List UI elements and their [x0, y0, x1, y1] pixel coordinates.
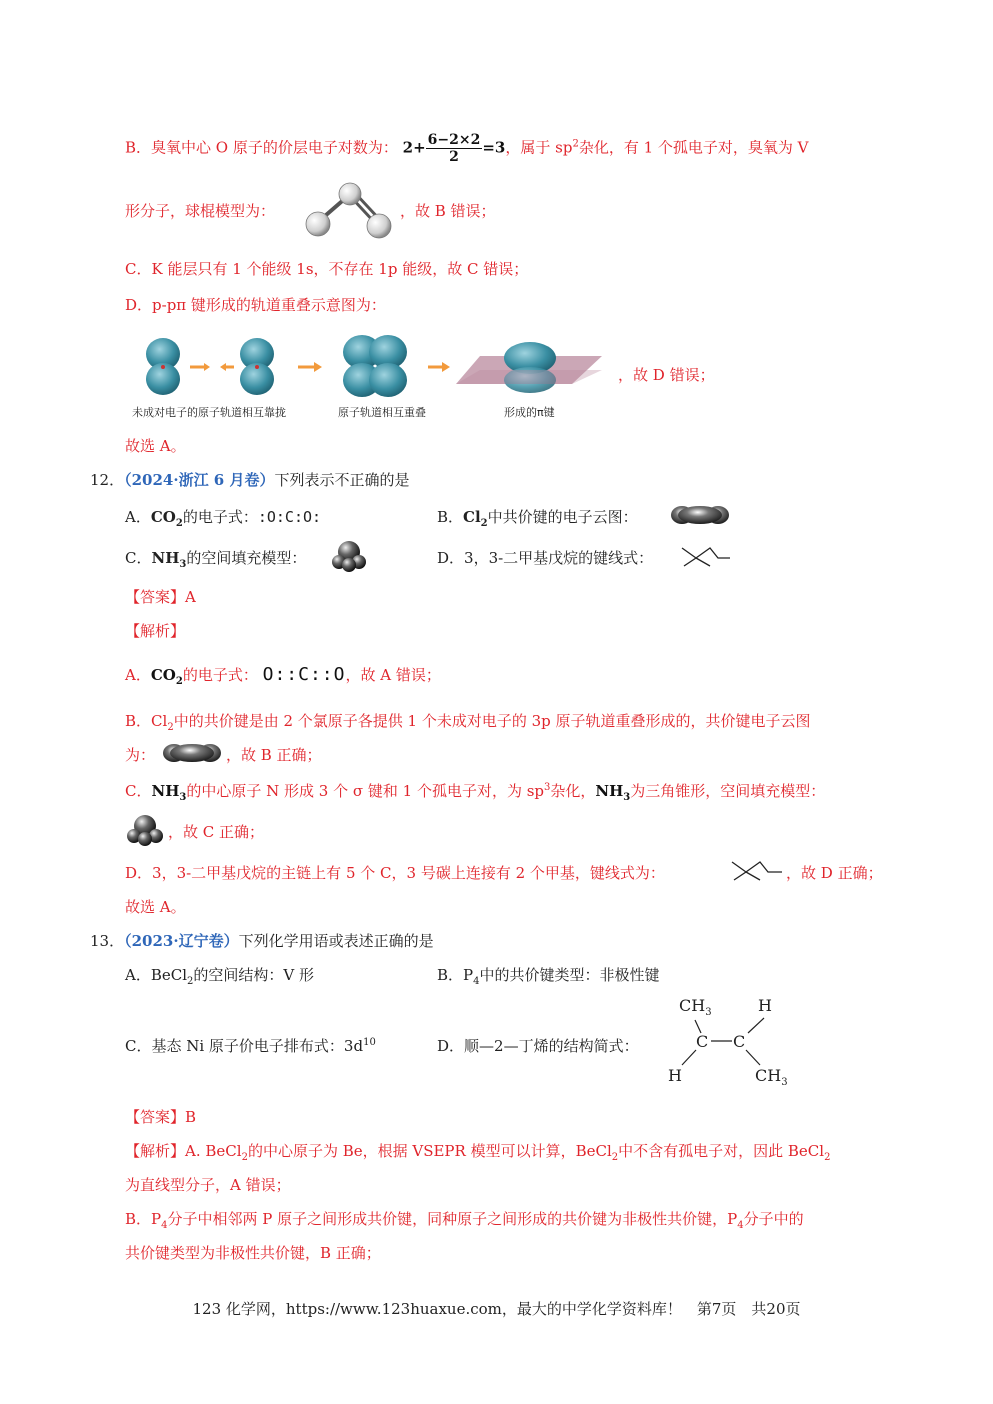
q12-source: （2024·浙江 6 月卷） [124, 471, 275, 489]
q12-ana-b-line2: 为： [125, 746, 156, 764]
q11-c-line: C．K 能层只有 1 个能级 1s，不存在 1p 能级，故 C 错误； [125, 260, 529, 278]
q12-option-a: A．$CO_2$的电子式：:O:C:O: [125, 508, 322, 529]
q13-ana-b-line1: B．$P_4$分子中相邻两 P 原子之间形成共价键，同种原子之间形成的共价键为非极性共价键，$P_4$分子中的 [125, 1210, 804, 1231]
nh3-space-filling-icon [331, 538, 367, 572]
q12-analysis-label: 【解析】 [125, 622, 186, 640]
cis-butene-bonds [668, 1000, 778, 1080]
caption-pi-bond: 形成的π键 [504, 406, 555, 419]
q11-b-line2-tail: ，故 B 错误； [400, 202, 496, 220]
q12-option-d: D．3，3-二甲基戊烷的键线式： [437, 549, 654, 567]
q12-ana-d-tail: ，故 D 正确； [786, 864, 883, 882]
q12-choose: 故选 A。 [125, 898, 186, 916]
cl2-electron-cloud-icon-2 [160, 741, 224, 765]
skeletal-formula-icon [680, 544, 732, 568]
q13-source: （2023·辽宁卷） [124, 932, 239, 950]
q12-answer: 【答案】A [125, 588, 196, 606]
struct-ch3-bottom: $CH_3$ [755, 1066, 788, 1089]
q12-stem: 12．（2024·浙江 6 月卷）下列表示不正确的是 [90, 471, 410, 489]
struct-h-top: H [758, 996, 772, 1015]
q13-option-c: C．基态 Ni 原子价电子排布式：$3d^{10}$ [125, 1037, 376, 1055]
q12-ana-a: A．$CO_2$的电子式： O::C::O，故 A 错误； [125, 664, 441, 687]
struct-c1: C [696, 1032, 709, 1051]
q12-option-c: C．$NH_3$的空间填充模型： [125, 549, 307, 570]
fraction: $\frac{6-2\times 2}{2}$ [427, 132, 481, 165]
q11-choose: 故选 A。 [125, 437, 186, 455]
skeletal-formula-icon-2 [730, 858, 784, 882]
co2-lewis-correct: O::C::O [262, 664, 346, 685]
struct-ch3-top: $CH_3$ [679, 996, 712, 1019]
q11-b-line1: B．臭氧中心 O 原子的价层电子对数为： 2+ $\frac{6-2\times 2}{2}$ =3，属于 $sp^2$杂化，有 1 个孤电子对，臭氧为 V [125, 132, 809, 165]
q11-d-line: D．p-pπ 键形成的轨道重叠示意图为： [125, 296, 386, 314]
q13-ana-b-line2: 共价键类型为非极性共价键，B 正确； [125, 1244, 381, 1262]
q12-ana-d: D．3，3-二甲基戊烷的主链上有 5 个 C，3 号碳上连接有 2 个甲基，键线式为： [125, 864, 665, 882]
page-footer: 123 化学网，https://www.123huaxue.com，最大的中学化学资料库！ 第7页 共20页 [192, 1300, 801, 1318]
q13-stem: 13．（2023·辽宁卷）下列化学用语或表述正确的是 [90, 932, 434, 950]
q13-option-d: D．顺—2—丁烯的结构简式： [437, 1037, 639, 1055]
q12-ana-b-line2-tail: ，故 B 正确； [226, 746, 322, 764]
caption-approach: 未成对电子的原子轨道相互靠拢 [132, 406, 286, 419]
formula-lead: 2+ [402, 138, 426, 157]
p-p-pi-orbital-figure [130, 332, 610, 402]
q13-ana-a-line2: 为直线型分子，A 错误； [125, 1176, 291, 1194]
caption-overlap: 原子轨道相互重叠 [338, 406, 426, 419]
q12-option-b: B．$Cl_2$中共价键的电子云图： [437, 508, 638, 529]
q11-b-line2: 形分子，球棍模型为： [125, 202, 276, 220]
struct-c2: C [733, 1032, 746, 1051]
q13-option-a: A．BeCl$_2$的空间结构：V 形 [125, 966, 314, 987]
q12-ana-c-line2: ，故 C 正确； [168, 823, 265, 841]
q13-option-b: B．$P_4$中的共价键类型：非极性键 [437, 966, 660, 987]
ozone-ball-stick-model [300, 180, 400, 242]
cl2-electron-cloud-icon [668, 503, 732, 527]
q13-answer: 【答案】B [125, 1108, 197, 1126]
nh3-space-filling-icon-2 [126, 812, 164, 846]
q11-d-fig-tail: ，故 D 错误； [618, 366, 715, 384]
co2-lewis-wrong: :O:C:O: [257, 508, 322, 526]
struct-h-bottom: H [668, 1066, 682, 1085]
q12-ana-c-line1: C．$NH_3$的中心原子 N 形成 3 个 σ 键和 1 个孤电子对，为 $sp^3$杂化，$NH_3$为三角锥形，空间填充模型： [125, 782, 826, 803]
q13-ana-a-line1: 【解析】A. BeCl$_2$的中心原子为 Be，根据 VSEPR 模型可以计算，BeCl$_2$中不含有孤电子对，因此 BeCl$_2$ [125, 1142, 831, 1163]
q12-ana-b-line1: B．$Cl_2$中的共价键是由 2 个氯原子各提供 1 个未成对电子的 3p 原子轨道重叠形成的，共价键电子云图 [125, 712, 811, 733]
